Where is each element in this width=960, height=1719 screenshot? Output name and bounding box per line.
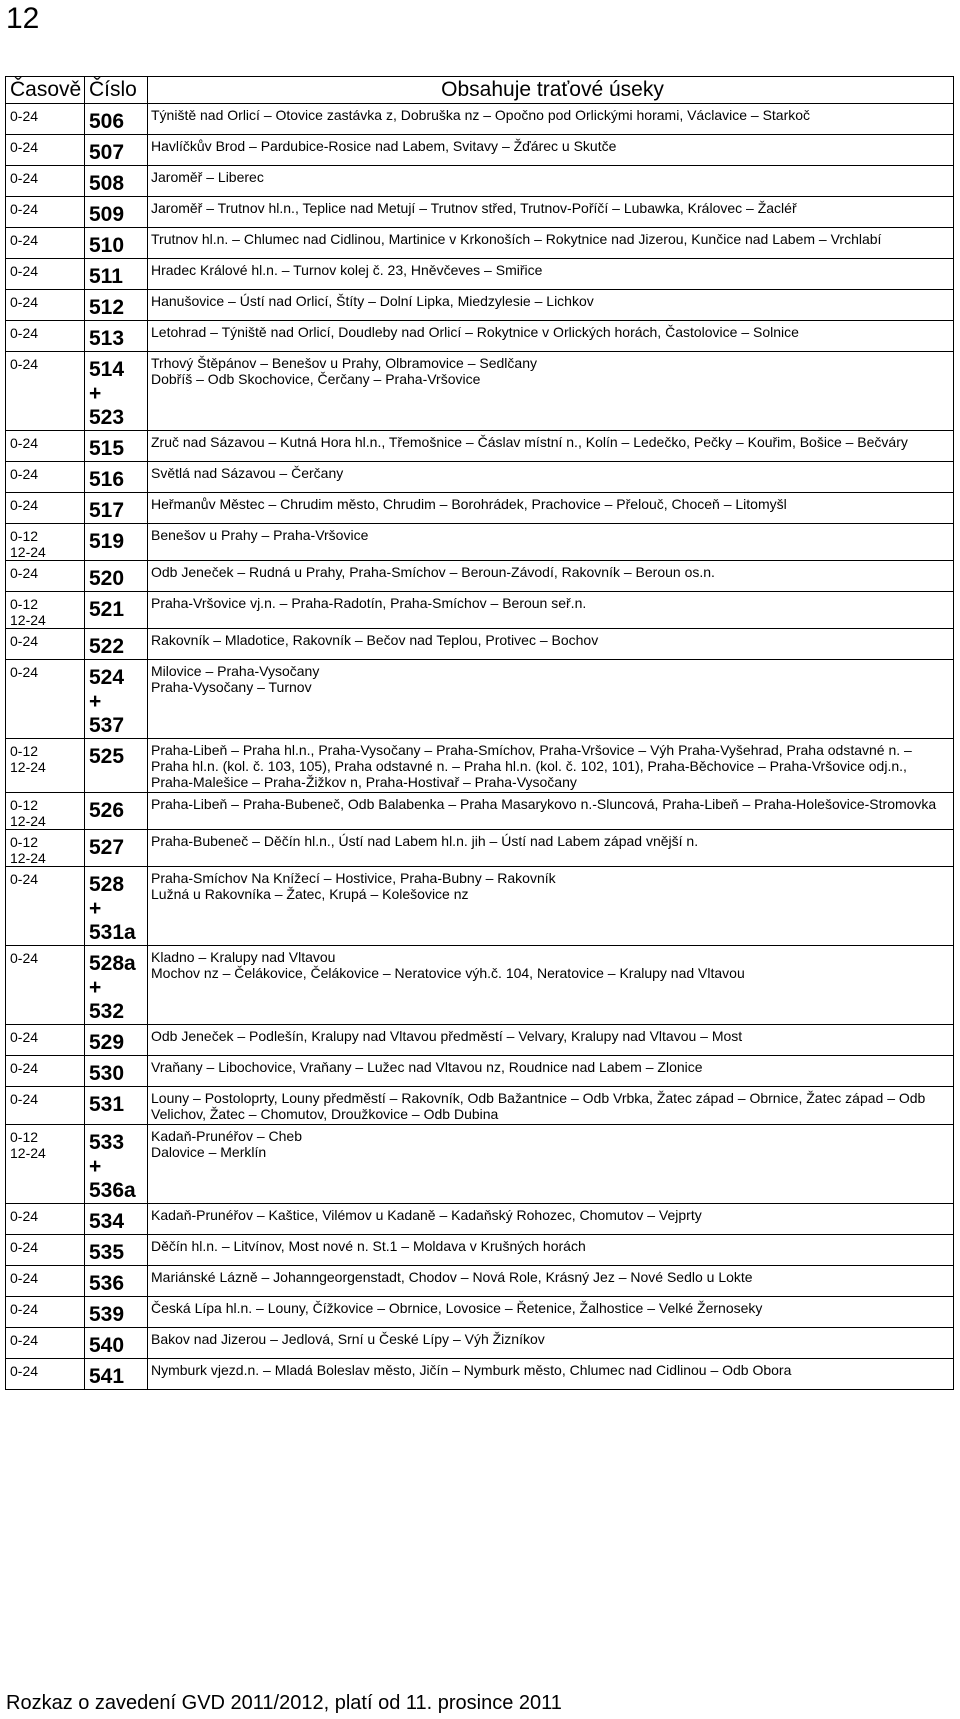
row-time: 0-24: [6, 1359, 85, 1390]
row-time: 0-24: [6, 104, 85, 135]
row-sections: Světlá nad Sázavou – Čerčany: [148, 462, 954, 493]
row-number: 528 + 531a: [85, 867, 148, 946]
row-sections: Letohrad – Týniště nad Orlicí, Doudleby nad Orlicí – Rokytnice v Orlických horách, Častolovice – Solnice: [148, 321, 954, 352]
row-time: 0-24: [6, 561, 85, 592]
table-row: [6, 524, 954, 561]
row-time: 0-24: [6, 321, 85, 352]
row-sections: Bakov nad Jizerou – Jedlová, Srní u České Lípy – Výh Žizníkov: [148, 1328, 954, 1359]
row-sections: Kladno – Kralupy nad Vltavou Mochov nz – Čelákovice, Čelákovice – Neratovice výh.č. 104, Neratovice – Kralupy nad Vltavou: [148, 946, 954, 1025]
row-time: 0-24: [6, 1266, 85, 1297]
row-number: 533 + 536a: [85, 1125, 148, 1204]
row-number: 513: [85, 321, 148, 352]
row-number: 517: [85, 493, 148, 524]
row-time: 0-24: [6, 1056, 85, 1087]
table-row: [6, 739, 954, 793]
row-sections: Benešov u Prahy – Praha-Vršovice: [148, 524, 954, 561]
row-sections: Kadaň-Prunéřov – Kaštice, Vilémov u Kadaně – Kadaňský Rohozec, Chomutov – Vejprty: [148, 1204, 954, 1235]
table-row: [6, 104, 954, 135]
row-number: 528a + 532: [85, 946, 148, 1025]
row-number: 506: [85, 104, 148, 135]
row-sections: Trutnov hl.n. – Chlumec nad Cidlinou, Martinice v Krkonoších – Rokytnice nad Jizerou, Kunčice nad Labem – Vrchlabí: [148, 228, 954, 259]
row-time: 0-24: [6, 867, 85, 946]
row-time: 0-24: [6, 629, 85, 660]
table-row: [6, 1125, 954, 1204]
row-time: 0-24: [6, 462, 85, 493]
row-number: 539: [85, 1297, 148, 1328]
row-time: 0-12 12-24: [6, 524, 85, 561]
row-number: 507: [85, 135, 148, 166]
row-sections: Praha-Vršovice vj.n. – Praha-Radotín, Praha-Smíchov – Beroun seř.n.: [148, 592, 954, 629]
row-number: 520: [85, 561, 148, 592]
row-time: 0-24: [6, 1297, 85, 1328]
row-time: 0-24: [6, 1025, 85, 1056]
table-row: [6, 629, 954, 660]
row-time: 0-24: [6, 259, 85, 290]
row-sections: Odb Jeneček – Rudná u Prahy, Praha-Smíchov – Beroun-Závodí, Rakovník – Beroun os.n.: [148, 561, 954, 592]
table-body: [6, 104, 954, 1390]
row-sections: Rakovník – Mladotice, Rakovník – Bečov nad Teplou, Protivec – Bochov: [148, 629, 954, 660]
row-sections: Praha-Libeň – Praha-Bubeneč, Odb Balabenka – Praha Masarykovo n.-Sluncová, Praha-Libeň – Praha-Holešovice-Stromovka: [148, 793, 954, 830]
row-number: 519: [85, 524, 148, 561]
row-time: 0-24: [6, 1087, 85, 1125]
table-row: [6, 1328, 954, 1359]
header-number: Číslo: [85, 77, 148, 104]
row-number: 511: [85, 259, 148, 290]
table-row: [6, 1297, 954, 1328]
row-number: 526: [85, 793, 148, 830]
row-sections: Trhový Štěpánov – Benešov u Prahy, Olbramovice – Sedlčany Dobříš – Odb Skochovice, Čerčany – Praha-Vršovice: [148, 352, 954, 431]
table-header-row: [6, 77, 954, 104]
table-row: [6, 1359, 954, 1390]
row-sections: Louny – Postoloprty, Louny předměstí – Rakovník, Odb Bažantnice – Odb Vrbka, Žatec západ – Obrnice, Žatec západ – Odb Velichov, Žatec – Chomutov, Droužkovice – Odb Dubina: [148, 1087, 954, 1125]
row-number: 515: [85, 431, 148, 462]
row-time: 0-12 12-24: [6, 793, 85, 830]
table-row: [6, 867, 954, 946]
row-number: 531: [85, 1087, 148, 1125]
row-number: 525: [85, 739, 148, 793]
row-sections: Odb Jeneček – Podlešín, Kralupy nad Vltavou předměstí – Velvary, Kralupy nad Vltavou – Most: [148, 1025, 954, 1056]
row-number: 541: [85, 1359, 148, 1390]
table-row: [6, 1056, 954, 1087]
page-number: 12: [6, 2, 40, 35]
row-time: 0-12 12-24: [6, 592, 85, 629]
table-row: [6, 493, 954, 524]
row-number: 527: [85, 830, 148, 867]
row-time: 0-24: [6, 946, 85, 1025]
row-sections: Praha-Bubeneč – Děčín hl.n., Ústí nad Labem hl.n. jih – Ústí nad Labem západ vnější n.: [148, 830, 954, 867]
table-row: [6, 660, 954, 739]
table-row: [6, 259, 954, 290]
table-row: [6, 793, 954, 830]
row-time: 0-24: [6, 135, 85, 166]
table-row: [6, 1025, 954, 1056]
row-sections: Zruč nad Sázavou – Kutná Hora hl.n., Třemošnice – Čáslav místní n., Kolín – Ledečko, Pečky – Kouřim, Bošice – Bečváry: [148, 431, 954, 462]
row-time: 0-12 12-24: [6, 1125, 85, 1204]
table-row: [6, 431, 954, 462]
row-time: 0-12 12-24: [6, 739, 85, 793]
row-time: 0-24: [6, 493, 85, 524]
footer-note: Rozkaz o zavedení GVD 2011/2012, platí od 11. prosince 2011: [6, 1692, 562, 1714]
row-number: 514 + 523: [85, 352, 148, 431]
row-sections: Milovice – Praha-Vysočany Praha-Vysočany – Turnov: [148, 660, 954, 739]
row-number: 536: [85, 1266, 148, 1297]
row-sections: Hradec Králové hl.n. – Turnov kolej č. 23, Hněvčeves – Smiřice: [148, 259, 954, 290]
table-row: [6, 1087, 954, 1125]
row-time: 0-24: [6, 1328, 85, 1359]
row-time: 0-12 12-24: [6, 830, 85, 867]
row-number: 529: [85, 1025, 148, 1056]
row-time: 0-24: [6, 290, 85, 321]
row-number: 530: [85, 1056, 148, 1087]
row-sections: Nymburk vjezd.n. – Mladá Boleslav město, Jičín – Nymburk město, Chlumec nad Cidlinou – Odb Obora: [148, 1359, 954, 1390]
row-number: 516: [85, 462, 148, 493]
table-row: [6, 830, 954, 867]
row-number: 521: [85, 592, 148, 629]
row-sections: Děčín hl.n. – Litvínov, Most nové n. St.1 – Moldava v Krušných horách: [148, 1235, 954, 1266]
table-row: [6, 1235, 954, 1266]
row-time: 0-24: [6, 1204, 85, 1235]
table-row: [6, 197, 954, 228]
row-sections: Jaroměř – Liberec: [148, 166, 954, 197]
row-sections: Hanušovice – Ústí nad Orlicí, Štíty – Dolní Lipka, Miedzylesie – Lichkov: [148, 290, 954, 321]
row-number: 508: [85, 166, 148, 197]
row-sections: Mariánské Lázně – Johanngeorgenstadt, Chodov – Nová Role, Krásný Jez – Nové Sedlo u Lokte: [148, 1266, 954, 1297]
table-row: [6, 1204, 954, 1235]
table-row: [6, 462, 954, 493]
row-number: 522: [85, 629, 148, 660]
header-time: Časově: [6, 77, 85, 104]
table-row: [6, 290, 954, 321]
row-number: 540: [85, 1328, 148, 1359]
table-row: [6, 946, 954, 1025]
row-sections: Česká Lípa hl.n. – Louny, Čížkovice – Obrnice, Lovosice – Řetenice, Žalhostice – Velké Žernoseky: [148, 1297, 954, 1328]
row-sections: Havlíčkův Brod – Pardubice-Rosice nad Labem, Svitavy – Žďárec u Skutče: [148, 135, 954, 166]
table-row: [6, 228, 954, 259]
row-sections: Kadaň-Prunéřov – Cheb Dalovice – Merklín: [148, 1125, 954, 1204]
route-sections-table: [5, 76, 954, 1390]
row-sections: Heřmanův Městec – Chrudim město, Chrudim – Borohrádek, Prachovice – Přelouč, Choceň – Litomyšl: [148, 493, 954, 524]
table-row: [6, 321, 954, 352]
row-time: 0-24: [6, 660, 85, 739]
row-number: 512: [85, 290, 148, 321]
header-sections: Obsahuje traťové úseky: [148, 77, 954, 104]
row-number: 510: [85, 228, 148, 259]
row-number: 524 + 537: [85, 660, 148, 739]
row-sections: Praha-Smíchov Na Knížecí – Hostivice, Praha-Bubny – Rakovník Lužná u Rakovníka – Žatec, Krupá – Kolešovice nz: [148, 867, 954, 946]
table-row: [6, 592, 954, 629]
table-row: [6, 135, 954, 166]
row-sections: Týniště nad Orlicí – Otovice zastávka z, Dobruška nz – Opočno pod Orlickými horami, Václavice – Starkoč: [148, 104, 954, 135]
table-row: [6, 561, 954, 592]
row-sections: Jaroměř – Trutnov hl.n., Teplice nad Metují – Trutnov střed, Trutnov-Poříčí – Lubawka, Královec – Žacléř: [148, 197, 954, 228]
row-number: 509: [85, 197, 148, 228]
table-row: [6, 352, 954, 431]
row-time: 0-24: [6, 431, 85, 462]
row-time: 0-24: [6, 352, 85, 431]
row-time: 0-24: [6, 166, 85, 197]
row-time: 0-24: [6, 228, 85, 259]
table-row: [6, 166, 954, 197]
table-row: [6, 1266, 954, 1297]
row-time: 0-24: [6, 197, 85, 228]
row-number: 535: [85, 1235, 148, 1266]
row-number: 534: [85, 1204, 148, 1235]
row-sections: Vraňany – Libochovice, Vraňany – Lužec nad Vltavou nz, Roudnice nad Labem – Zlonice: [148, 1056, 954, 1087]
row-sections: Praha-Libeň – Praha hl.n., Praha-Vysočany – Praha-Smíchov, Praha-Vršovice – Výh Praha-Vyšehrad, Praha odstavné n. – Praha hl.n. (kol. č. 103, 105), Praha odstavné n. – Praha hl.n. (kol. č. 102, 101), Praha-Běchovice – Praha-Vršovice odj.n., Praha-Malešice – Praha-Žižkov n, Praha-Hostivař – Praha-Vysočany: [148, 739, 954, 793]
row-time: 0-24: [6, 1235, 85, 1266]
